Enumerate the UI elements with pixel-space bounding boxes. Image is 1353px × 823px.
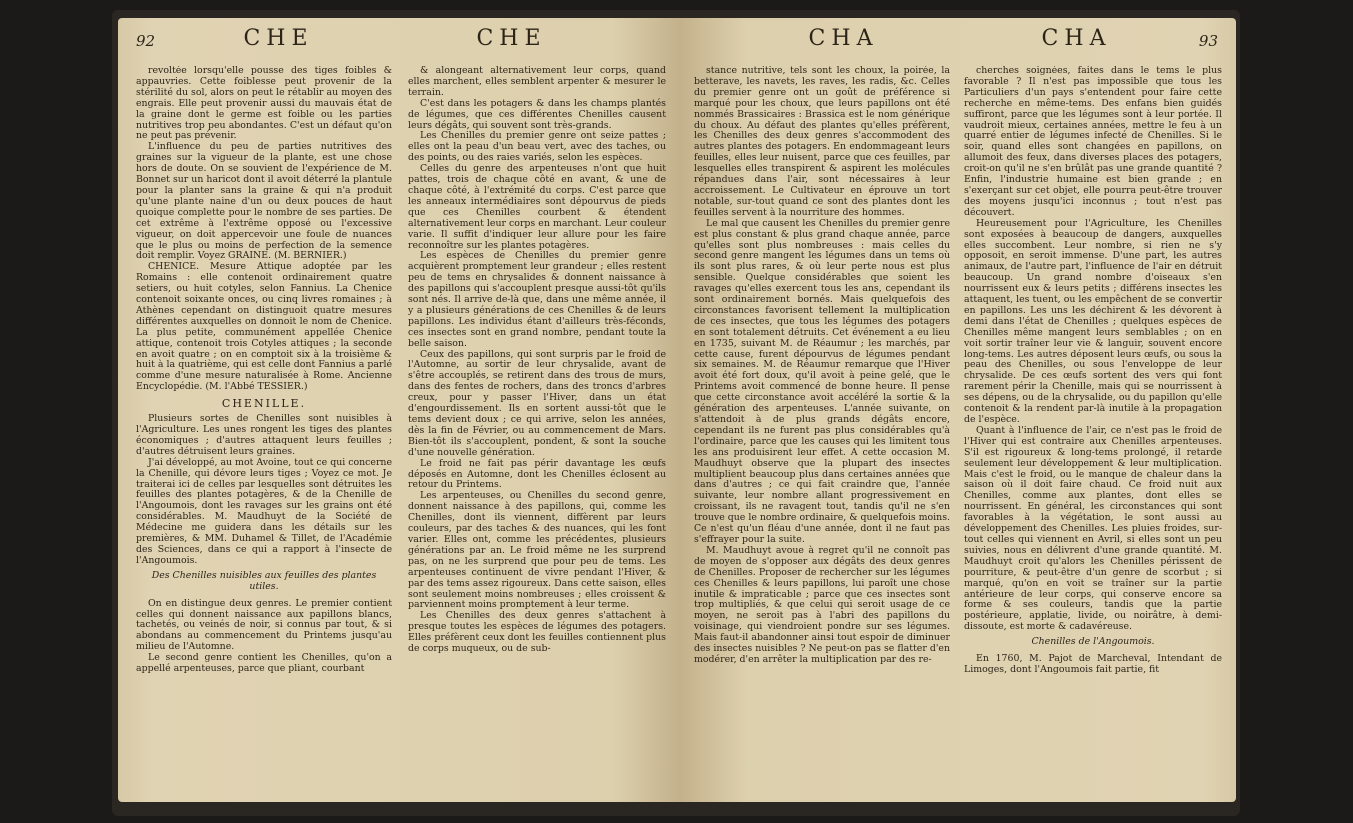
paragraph: Le froid ne fait pas périr davantage les œufs déposés en Automne, dont les Chenilles éclosent au retour du Printems. xyxy=(408,457,666,491)
running-head xyxy=(118,26,680,51)
paragraph: L'influence du peu de parties nutritives des graines sur la vigueur de la plante, est une chose hors de doute. On se souvient de l'expérience de M. Bonnet sur un haricot dont il avoit déterré la plantule pour la planter sans la graine & qui n'a produit qu'une plante naine d'un ou deux pouces de haut quoique complette pour le nombre de ses parties. De cet extrême à l'extrême opposé ou l'excessive vigueur, on doit appercevoir une foule de nuances que le plus ou moins de perfection de la semence doit remplir. Voyez GRAINE. (M. BERNIER.) xyxy=(136,141,392,262)
paragraph: Les espèces de Chenilles du premier genre acquièrent promptement leur grandeur ; elles restent peu de tems en chrysalides & donnent naissance à des papillons qui s'accouplent presque aussi-tôt qu'ils sont nés. Il arrive de-là que, dans une même année, il y a plusieurs générations de ces Chenilles & de leurs papillons. Les individus étant d'ailleurs très-féconds, ces insectes sont en grand nombre, pendant toute la belle saison. xyxy=(408,250,666,349)
paragraph: Les Chenilles du premier genre ont seize pattes ; elles ont la peau d'un beau vert, avec des taches, ou des points, ou des raies variés, selon les espèces. xyxy=(408,130,666,164)
paragraph: J'ai développé, au mot Avoine, tout ce qui concerne la Chenille, qui dévore leurs tiges ; Voyez ce mot. Je traiterai ici de celles par lesquelles sont détruites les feuilles des plantes potagères, & de la Chenille de l'Angoumois, dont les ravages sur les grains ont été considérables. M. Maudhuyt de la Société de Médecine me guidera dans les détails sur les premières, & MM. Duhamel & Tillet, de l'Académie des Sciences, dans ce qui a rapport à l'insecte de l'Angoumois. xyxy=(136,456,392,566)
paragraph: stance nutritive, tels sont les choux, la poirée, la betterave, les navets, les raves, les radis, &c. Celles du premier genre ont un goût de préférence si marqué pour les choux, que leurs papillons ont été nommés Brassicaires : Brassica est le nom générique du choux. Au défaut des plantes qu'elles préfèrent, les Chenilles des deux genres s'accommodent des autres plantes des potagers. En endommageant leurs feuilles, elles leur nuisent, parce que ces feuilles, par lesquelles elles transpirent & aspirent les molécules répandues dans l'air, sont nécessaires à leur accroissement. Le Cultivateur en éprouve un tort notable, sur-tout quand ce sont des plantes dont les feuilles servent à la nourriture des hommes. xyxy=(694,66,950,218)
paragraph: Quant à l'influence de l'air, ce n'est pas le froid de l'Hiver qui est contraire aux Chenilles arpenteuses. S'il est rigoureux & long-tems prolongé, il retarde seulement leur développement & leur multiplication. Mais c'est le froid, ou le manque de chaleur dans la saison où il doit faire chaud. Ce froid nuit aux Chenilles, comme aux plantes, dont elles se nourrissent. En général, les circonstances qui sont favorables à la végétation, le sont aussi au développement des Chenilles. Les pluies froides, sur-tout celles qui viennent en Avril, si elles sont un peu suivies, nous en délivrent d'une grande quantité. M. Maudhuyt croit qu'alors les Chenilles périssent de pourriture, & peut-être d'un genre de scorbut ; si marqué, qu'on en voit se traîner sur la partie antérieure de leur corps, qui conserve encore sa forme & ses couleurs, tandis que la partie postérieure, applatie, livide, ou noirâtre, à demi-dissoute, est morte & cadavéreuse. xyxy=(964,424,1222,633)
right-page-header xyxy=(680,26,1236,56)
left-page-column-2 xyxy=(408,66,666,796)
left-page-header xyxy=(118,26,680,56)
running-head xyxy=(680,26,1236,51)
paragraph: Ceux des papillons, qui sont surpris par le froid de l'Automne, au sortir de leur chrysalide, avant de s'être accouplés, se retirent dans des trous de murs, dans des fentes de rochers, dans des troncs d'arbres creux, pour y passer l'Hiver, dans un état d'engourdissement. Ils en sortent aussi-tôt que le tems devient doux ; ce qui arrive, selon les années, dès la fin de Février, ou au commencement de Mars. Bien-tôt ils s'accouplent, pondent, & sont la souche d'une nouvelle génération. xyxy=(408,348,666,458)
paragraph: Le mal que causent les Chenilles du premier genre est plus constant & plus grand chaque année, parce qu'elles sont plus nombreuses : mais celles du second genre mangent les légumes dans un tems où ils sont plus rares, & où leur perte nous est plus sensible. Quelque considérables que soient les ravages qu'elles exercent tous les ans, cependant ils sont ordinairement bornés. Mais quelquefois des circonstances favorisent tellement la multiplication de ces insectes, que tous les légumes des potagers en sont totalement détruits. Cet événement a eu lieu en 1735, suivant M. de Réaumur ; les marchés, par cette cause, furent dépourvus de légumes pendant six semaines. M. de Réaumur remarque que l'Hiver avoit été fort doux, qu'il avoit à peine gelé, que le Printems avoit commencé de bonne heure. Il pense que cette circonstance avoit accéléré la sortie & la génération des arpenteuses. L'année suivante, on s'attendoit à de plus grands dégâts encore, cependant ils ne furent pas plus considérables qu'à l'ordinaire, parce que les causes qui les limitent tous les ans produisirent leur effet. A cette occasion M. Maudhuyt observe que la plupart des insectes multiplient beaucoup plus dans certaines années que dans d'autres ; ce qui fait craindre que, l'année suivante, leur nombre allant progressivement en croissant, ils ne ravagent tout, tandis qu'il ne s'en trouve que le nombre ordinaire, & quelquefois moins. Ce n'est qu'un fléau d'une année, dont il ne faut pas s'effrayer pour la suite. xyxy=(694,217,950,545)
paragraph: CHENICE. Mesure Attique adoptée par les Romains : elle contenoit ordinairement quatre setiers, ou huit cotyles, selon Fannius. La Chenice contenoit soixante onces, ou cinq livres romaines ; à Athènes cependant on distinguoit quatre mesures différentes auxquelles on donnoit le nom de Chenice. La plus petite, communément appellée Chenice attique, contenoit trois Cotyles attiques ; la seconde en avoit quatre ; on en comptoit six à la troisième & huit à la quatrième, qui est celle dont Fannius a parlé comme d'une mesure naturalisée à Rome. Ancienne Encyclopédie. (M. l'Abbé TESSIER.) xyxy=(136,261,392,393)
page-number: 93 xyxy=(1198,32,1218,50)
page-number: 92 xyxy=(136,32,156,50)
paragraph: Celles du genre des arpenteuses n'ont que huit pattes, trois de chaque côté en avant, & une de chaque côté, à l'extrémité du corps. C'est parce que les anneaux intermédiaires sont dépourvus de pieds que ces Chenilles courbent & étendent alternativement leur corps en marchant. Leur couleur varie. Il suffit d'indiquer leur allure pour les faire reconnoître sur les plantes potagères. xyxy=(408,163,666,251)
right-page-column-2 xyxy=(964,66,1222,796)
right-page-column-1 xyxy=(694,66,950,796)
running-head-col2: CHE xyxy=(476,26,547,51)
paragraph: revoltée lorsqu'elle pousse des tiges foibles & appauvries. Cette foiblesse peut provenir de la stérilité du sol, alors on peut le rétablir au moyen des engrais. Elle peut provenir aussi du mauvais état de la graine dont le germe est foible ou les parties nutritives trop peu abondantes. C'est un défaut qu'on ne peut pas prévenir. xyxy=(136,66,392,142)
running-head-col1: CHA xyxy=(808,26,879,51)
paragraph: En 1760, M. Pajot de Marcheval, Intendant de Limoges, dont l'Angoumois fait partie, fit xyxy=(964,653,1222,675)
paragraph: C'est dans les potagers & dans les champs plantés de légumes, que ces différentes Chenilles causent leurs dégâts, qui souvent sont très-grands. xyxy=(408,97,666,131)
paragraph: Les arpenteuses, ou Chenilles du second genre, donnent naissance à des papillons, qui, comme les Chenilles, dont ils viennent, diffèrent par leurs couleurs, par des taches & des nuances, qui les font varier. Elles ont, comme les précédentes, plusieurs générations par an. Le froid même ne les surprend pas, on ne les surprend que pour peu de tems. Les arpenteuses continuent de vivre pendant l'Hiver, & par des tems assez rigoureux. Dans cette saison, elles sont seulement moins nombreuses ; elles croissent & parviennent moins promptement à leur terme. xyxy=(408,490,666,611)
subsection-heading: Chenilles de l'Angoumois. xyxy=(1031,636,1155,648)
paragraph: Plusieurs sortes de Chenilles sont nuisibles à l'Agriculture. Les unes rongent les tiges des plantes économiques ; d'autres attaquent leurs feuilles ; d'autres détruisent leurs graines. xyxy=(136,413,392,457)
running-head-col2: CHA xyxy=(1041,26,1112,51)
paragraph: Heureusement pour l'Agriculture, les Chenilles sont exposées à beaucoup de dangers, auxquelles elles succombent. Leur nombre, si rien ne s'y opposoit, en seroit immense. D'une part, les autres animaux, de l'autre part, l'influence de l'air en détruit beaucoup. Un grand nombre d'oiseaux s'en nourrissent eux & leurs petits ; différens insectes les attaquent, les tuent, ou les empêchent de se convertir en papillons. Les uns les déchirent & les dévorent à demi dans l'état de Chenilles ; quelques espèces de Chenilles même mangent leurs semblables ; on en voit sortir traîner leur vie & languir, souvent encore long-tems. Les autres déposent leurs œufs, ou sous la peau des Chenilles, ou sous l'enveloppe de leur chrysalide. De ces œufs sortent des vers qui font rarement périr la Chenille, mais qui se nourrissent à ses dépens, ou de la chrysalide, ou du papillon qu'elle contenoit & la rendent par-là inutile à la propagation de l'espèce. xyxy=(964,217,1222,425)
subsection-heading: Des Chenilles nuisibles aux feuilles des plantes utiles. xyxy=(151,569,377,592)
running-head-col1: CHE xyxy=(243,26,314,51)
paragraph: On en distingue deux genres. Le premier contient celles qui donnent naissance aux papillons blancs, tachetés, ou veinés de noir, si connus par tout, & si abondans au commencement du Printems jusqu'au milieu de l'Automne. xyxy=(136,597,392,653)
paragraph: M. Maudhuyt avoue à regret qu'il ne connoît pas de moyen de s'opposer aux dégâts des deux genres de Chenilles. Proposer de rechercher sur les légumes ces Chenilles & leurs papillons, lui paroît une chose inutile & impraticable ; parce que ces insectes sont trop multipliés, & que celui qui seroit usage de ce moyen, ne seroit pas à l'abri des papillons du voisinage, qui viendroient pondre sur ses légumes. Mais faut-il abandonner ainsi tout espoir de diminuer des insectes nuisibles ? Ne peut-on pas se flatter d'en modérer, d'en arrêter la multiplication par des re- xyxy=(694,544,950,665)
left-page-column-1 xyxy=(136,66,392,796)
paragraph: Les Chenilles des deux genres s'attachent à presque toutes les espèces de légumes des potagers. Elles préfèrent ceux dont les feuilles contiennent plus de corps muqueux, ou de sub- xyxy=(408,610,666,655)
paragraph: cherches soignées, faites dans le tems le plus favorable ? Il n'est pas impossible que tous les Particuliers d'un pays s'entendent pour faire cette recherche en même-tems. Des enfans bien guidés suffiront, parce que les légumes sont à leur portée. Il vaudroit mieux, certaines années, mettre le feu à un quarré entier de légumes infecté de Chenilles. Si le soir, quand elles sont changées en papillons, on allumoit des feux, dans diverses places des potagers, croit-on qu'il ne s'en brûlât pas une grande quantité ? Enfin, l'industrie humaine est bien grande ; en s'exerçant sur cet objet, elle pourra peut-être trouver des moyens jusqu'ici inconnus ; tout n'est pas découvert. xyxy=(964,66,1222,218)
paragraph: Le second genre contient les Chenilles, qu'on a appellé arpenteuses, parce que pliant, courbant xyxy=(136,652,392,675)
section-heading: CHENILLE. xyxy=(221,397,307,411)
left-page xyxy=(118,18,680,802)
right-page xyxy=(680,18,1236,802)
paragraph: & alongeant alternativement leur corps, quand elles marchent, elles semblent arpenter & mesurer le terrain. xyxy=(408,66,666,98)
